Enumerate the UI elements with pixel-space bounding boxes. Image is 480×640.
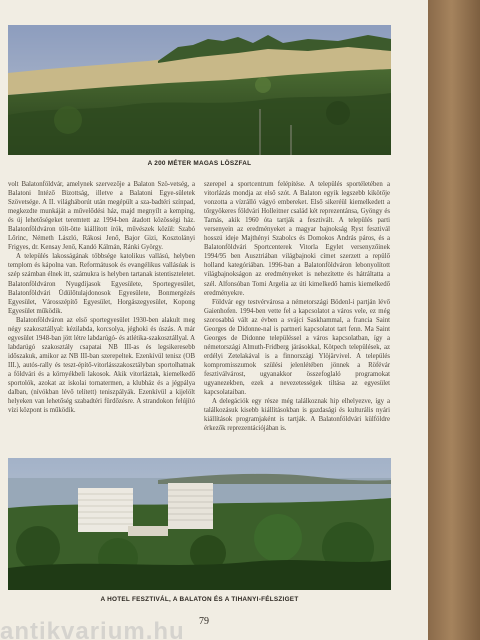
- cliff-photo: [8, 25, 391, 155]
- top-photo-caption: A 200 MÉTER MAGAS LÖSZFAL: [147, 160, 252, 167]
- page-number: 79: [199, 616, 209, 627]
- right-paragraph: A delegációk egy része még találkoznak hip elhelyezve, így a találkozásuk kisebb kiállításokban is gazdasági és kulturális nyári kiállítások programjaként is tartják. A Balatonföldvári külföldre érkezők reprezentációjában is.: [204, 398, 390, 433]
- book-spine: [428, 0, 480, 640]
- bottom-photo-caption: A HOTEL FESZTIVÁL, A BALATON ÉS A TIHANYI-FÉLSZIGET: [100, 596, 299, 603]
- hotel-photo: [8, 458, 391, 590]
- right-text-column: [204, 180, 390, 453]
- left-paragraph: Balatonföldváron az első sportegyesület 1930-ben alakult meg négy szakosztállyal: kézilabda, korcsolya, jéghoki és úszás. A már egyesület 1948-ban jött létre labdarúgó- és atlétika-szakosztállyal. A labdarúgó szakosztály csapatai NB III-as és legsikeresebb időszakuk, amikor az NB III-ban szerepeltek. Ezenkívül tenisz (OB III.), autós-rally és teszt-építő-vitorlásszakosztályban sportolhatnak a földvári és a környékbeli lakosok. Akik vitorláztak, kiemelkedő sportolók, azokat az iskolai tornatermen, a klubház és a jégpálya dalban, (nívókban lévő telített) teniszpályák. Ezenkívül a kijelölt helyeken van lehetőség szabadtéri fürdőzésre. A strandokon felújító vízi központ is működik.: [8, 316, 195, 415]
- left-paragraph: A település lakosságának többsége katolikus vallású, helyben templom és kápolna van. Reformátusok és evangélikus vallásúak is szép számban élnek itt, számukra is helyben tartanak istentiszteletet. Balatonföldváron Nyugdíjasok Egyesülete, Sportegyesület, Balatonföldvári Üdülőtulajdonosok Egyesülete, Bonmergézés Egyesület, Városszépítő Egyesület, Horgászegyesület, Kopong Egyesület működik.: [8, 253, 195, 315]
- watermark: antikvarium.hu: [0, 620, 185, 640]
- left-text-column: [8, 180, 195, 453]
- left-paragraph: volt Balatonföldvár, amelynek szervezője a Balaton Szö-vetség, a Balatoni Intéző Bizottság, illetve a Balatoni Egye-sületek Szövetsége. A II. világháborút után megépült a sza-badtéri színpad, megkezdte munkáját a művelődési ház, majd megnyílt a kemping, és új lehetőségeket teremtett az 1994-ben átadott közösségi ház. Balatonföldváron tölt-ötte kiállított írók, művészek közül: Szabó Lőrinc, Németh László, Rákosi Jenő, Bajor Gizi, Kosztolányi Frigyes, dr. Kensay Jenő, Kandó Kálmán, Ránki György.: [8, 181, 195, 252]
- right-paragraph: Földvár egy testvérvárosa a németországi Bödenl-i partján lévő Gaienhofen. 1994-ben vette fel a kapcsolatot a város vele, ez még szorosabbá vált az évben a svájci Saskhammal, a francia Saint Georges de Didonne-nal is partneri kapcsolatot tart fenn. Ma Saint Georges de Didonne településsel a város kapcsolatban, így a németországi Almuth-Fridberg járásokkal, Kötpech települések, az erdélyi Zetelakával is a finnországi Ylöjärvivel. A település kompromisszumok szülési jelenlétében jönnek a Röfévár fesztiválvárost, ugyanakkor összefoglaló programokat ugyanezekben, ezek a nevezetességek tiltása az egyesület kapcsolataiban.: [204, 298, 390, 397]
- right-paragraph: szerepel a sportcentrum felépítése. A település sportéletében a vitorlázás mondja az első szót. A Balaton egyik legszebb kikötője vonzotta a vízrálló vágyó embereket. Első sikeréül kiemelkedett a tőrgyökeres földvári Holleitner család két reprezentánsa, Gyöngy és Tamás, akik 1960 óta tartják a fesztivált. A település parti versenyein az eredményeket a magyar bajnokság Ryst fesztivál hosszú ideje Majthényi Szabolcs és Domokos András páros, és a Balatonföldvári Sportcenterek Vitorla Egylet versenyzőinek 1994/95 ben Ausztriában világbajnoki címet szerzett a repülő holland kategóriában. 1996-ban a Balatonföldváron lebonyolított világbajnokságon az eredményeket is nehezítette és hátráltatta a szél. Alfonsóban Tomi Argelia az úti kimelkedő hamis kiemelkedő eredményekre.: [204, 181, 390, 297]
